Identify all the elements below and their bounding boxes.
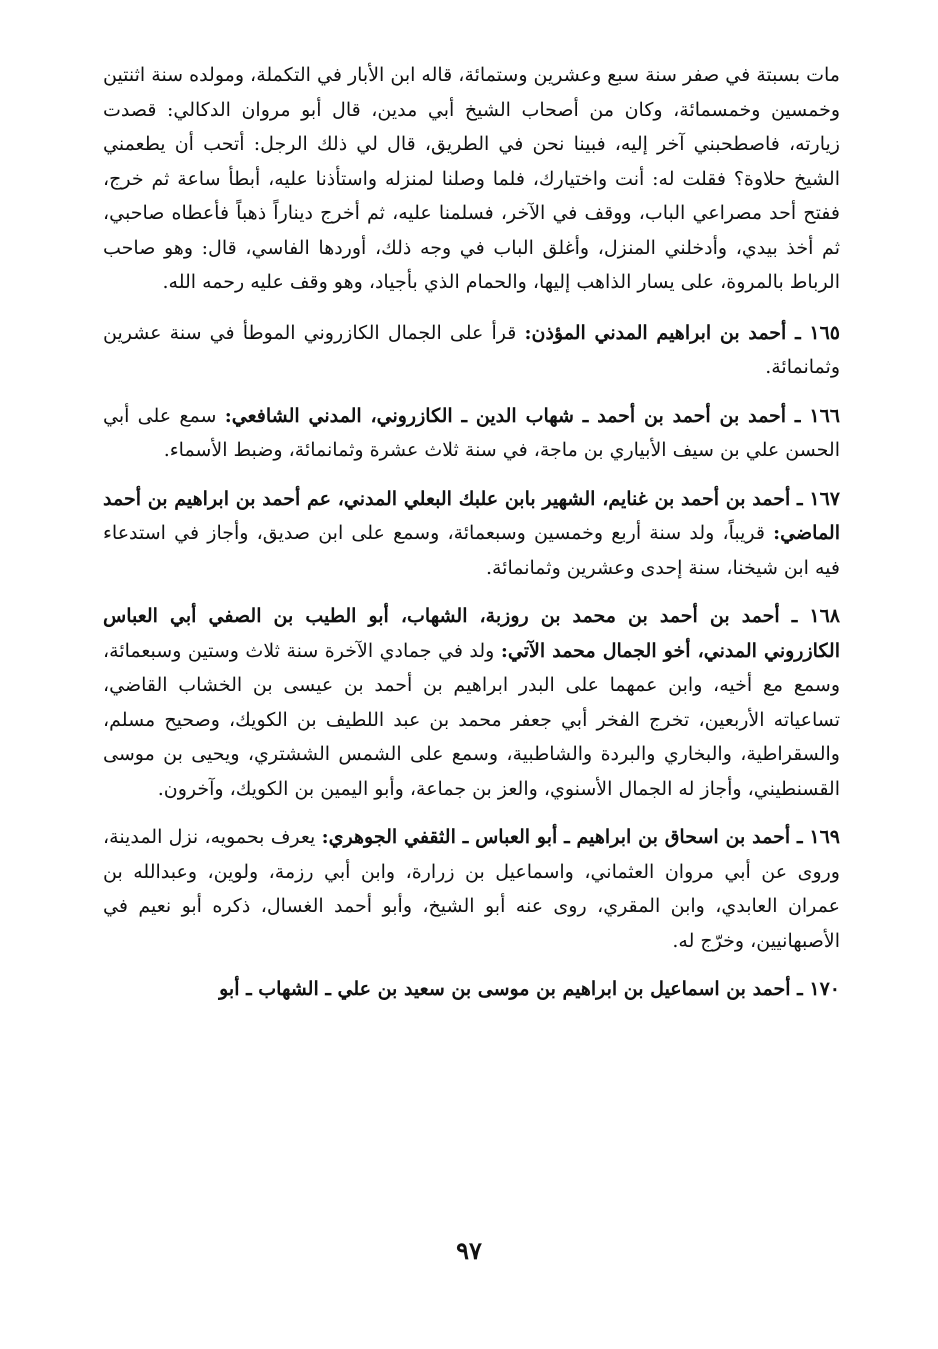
page-body — [103, 58, 840, 1021]
entry-text: سمع على أبي الحسن علي بن سيف الأبياري بن ماجة، في سنة ثلاث عشرة وثمانمائة، وضبط الأسماء. — [103, 404, 840, 461]
entry-heading: ١٦٦ ـ أحمد بن أحمد بن أحمد ـ شهاب الدين ـ الكازروني، المدني الشافعي: — [224, 404, 840, 427]
entry-heading: ١٦٩ ـ أحمد بن اسحاق بن ابراهيم ـ أبو العباس ـ الثقفي الجوهري: — [321, 826, 840, 848]
paragraph-intro — [103, 58, 840, 300]
paragraph-text: مات بسبتة في صفر سنة سبع وعشرين وستمائة، قاله ابن الأبار في التكملة، ومولده سنة اثنتين وخمسين وخمسمائة، وكان من أصحاب الشيخ أبي مدين، قال أبو مروان الدكالي: قصدت زيارته، فاصطحبني آخر إليه، فبينا نحن في الطريق، قال لي ذلك الرجل: أتحب أن يطعمني الشيخ حلاوة؟ فقلت له: أنت واختيارك، فلما وصلنا لمنزله واستأذنا عليه، أبطأ ساعة ثم خرج، ففتح أحد مصراعي الباب، ووقف في الآخر، فسلمنا عليه، ثم أخرج ديناراً ذهباً فأعطاه صاحبي، ثم أخذ بيدي، وأدخلني المنزل، وأغلق الباب في وجه ذلك، أوردها الفاسي، قال: وهو صاحب الرباط بالمروة، على يسار الذاهب إليها، والحمام الذي بأجياد، وهو وقف عليه رحمه الله. — [102, 64, 840, 293]
entry-heading: ١٦٧ ـ أحمد بن أحمد بن غنايم، الشهير بابن علبك البعلي المدني، عم أحمد بن ابراهيم بن أحمد الماضي: — [103, 487, 840, 544]
page-number: ٩٧ — [456, 1236, 482, 1265]
entry-heading: ١٦٥ ـ أحمد بن ابراهيم المدني المؤذن: — [524, 321, 840, 344]
entry-text: يعرف بحمويه، نزل المدينة، وروى عن أبي مروان العثماني، واسماعيل بن زرارة، وابن أبي رزمة، ولوين، وعبدالله بن عمران العابدي، وابن المقري، روى عنه أبو الشيخ، وأبو أحمد الغسال، ذكره أبو نعيم في الأصبهانيين، وخرّج له. — [103, 826, 840, 952]
entry-text: قرأ على الجمال الكازروني الموطأ في سنة عشرين وثمانمائة. — [103, 321, 840, 378]
entry-166 — [103, 399, 840, 468]
entry-heading: ١٧٠ ـ أحمد بن اسماعيل بن ابراهيم بن موسى بن سعيد بن علي ـ الشهاب ـ أبو — [219, 978, 840, 1000]
entry-text: قريباً، ولد سنة أربع وخمسين وسبعمائة، وسمع على ابن صديق، وأجاز في استدعاء فيه ابن شيخنا، سنة إحدى وعشرين وثمانمائة. — [103, 522, 840, 579]
entry-170 — [103, 972, 840, 1007]
entry-169 — [103, 820, 840, 958]
entry-167 — [103, 482, 840, 586]
entry-168 — [103, 599, 840, 806]
entry-text: ولد في جمادي الآخرة سنة ثلاث وستين وسبعمائة، وسمع مع أخيه، وابن عمهما على البدر ابراهيم بن أحمد بن عيسى بن الخشاب القاضي، تساعياته الأربعين، تخرج الفخر أبي جعفر محمد بن عبد اللطيف بن الكويك، وصحيح مسلم، والسقراطية، والبخاري والبردة والشاطبية، وسمع على الشمس الششتري، ويحيى بن موسى القسنطيني، وأجاز له الجمال الأسنوي، والعز بن جماعة، وأبو اليمين بن الكويك، وآخرون. — [103, 639, 840, 800]
entry-heading: ١٦٨ ـ أحمد بن أحمد بن محمد بن روزبة، الشهاب، أبو الطيب بن الصفي أبي العباس الكازروني المدني، أخو الجمال محمد الآتي: — [103, 605, 841, 662]
entry-165 — [103, 316, 840, 385]
